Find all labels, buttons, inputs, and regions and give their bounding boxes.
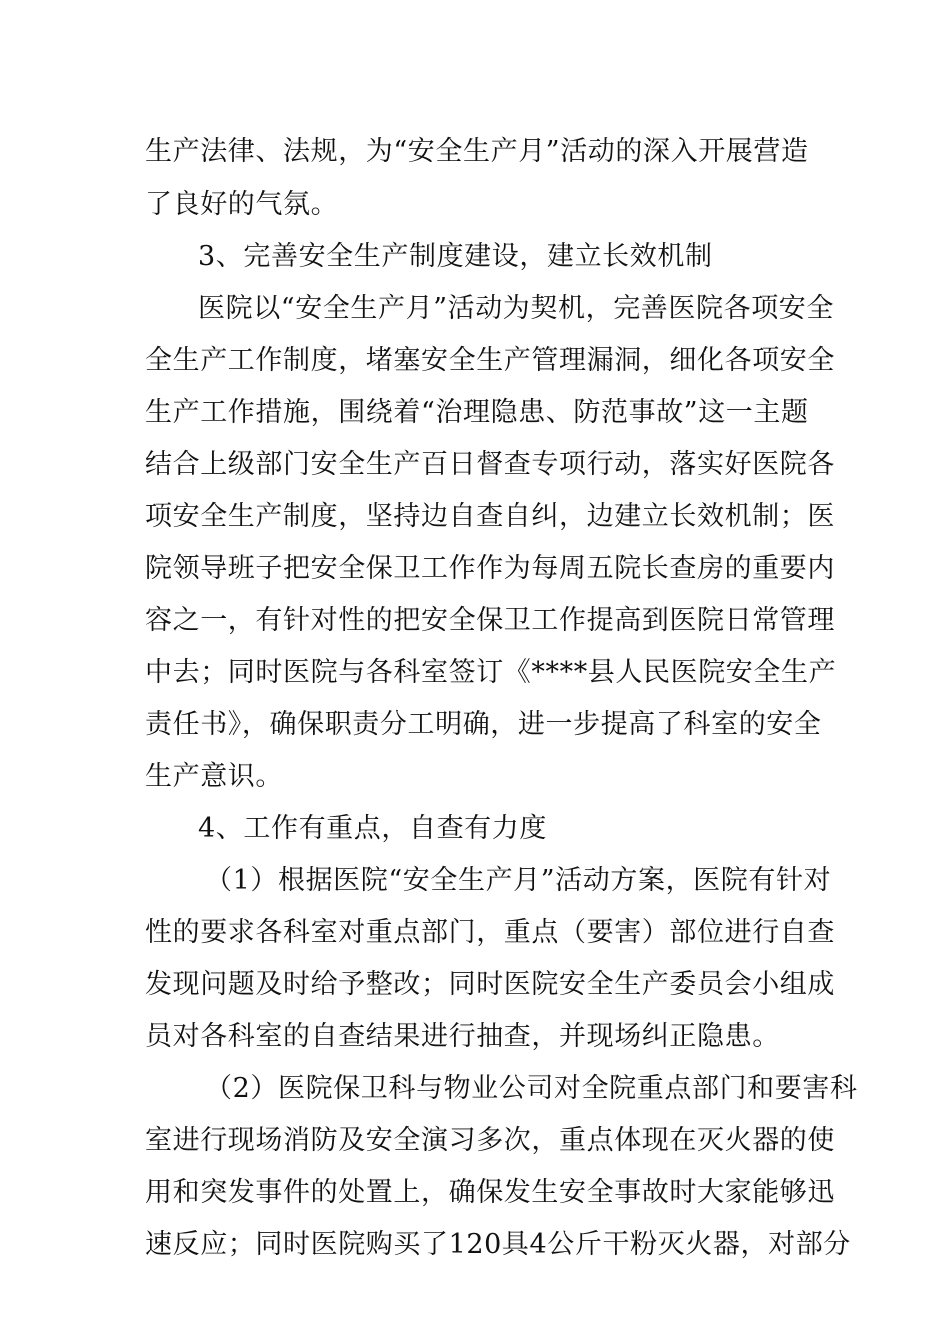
section-heading-4: 4、工作有重点，自查有力度 (198, 813, 547, 844)
paragraph-line: 性的要求各科室对重点部门，重点（要害）部位进行自查 (145, 917, 835, 948)
paragraph-line: 容之一，有针对性的把安全保卫工作提高到医院日常管理 (145, 605, 835, 636)
paragraph-line: 发现问题及时给予整改；同时医院安全生产委员会小组成 (145, 969, 835, 1000)
paragraph-line: 医院以“安全生产月”活动为契机，完善医院各项安全 (198, 293, 835, 324)
paragraph-line: 用和突发事件的处置上，确保发生安全事故时大家能够迅 (145, 1177, 835, 1208)
paragraph-line: （1）根据医院“安全生产月”活动方案，医院有针对 (205, 865, 832, 896)
paragraph-line: 员对各科室的自查结果进行抽查，并现场纠正隐患。 (145, 1021, 780, 1052)
paragraph-line: 生产法律、法规，为“安全生产月”活动的深入开展营造 (145, 136, 809, 167)
paragraph-line: （2）医院保卫科与物业公司对全院重点部门和要害科 (205, 1073, 858, 1104)
paragraph-line: 全生产工作制度，堵塞安全生产管理漏洞，细化各项安全 (145, 345, 835, 376)
section-heading-3: 3、完善安全生产制度建设，建立长效机制 (198, 241, 713, 272)
paragraph-line: 生产工作措施，围绕着“治理隐患、防范事故”这一主题 (145, 397, 809, 428)
paragraph-line: 责任书》，确保职责分工明确，进一步提高了科室的安全 (145, 709, 822, 740)
paragraph-line: 中去；同时医院与各科室签订《****县人民医院安全生产 (145, 657, 837, 688)
paragraph-line: 速反应；同时医院购买了120具4公斤干粉灭火器，对部分 (145, 1229, 851, 1260)
paragraph-line: 了良好的气氛。 (145, 189, 339, 220)
paragraph-line: 项安全生产制度，坚持边自查自纠，边建立长效机制；医 (145, 501, 835, 532)
paragraph-line: 生产意识。 (145, 761, 283, 792)
paragraph-line: 院领导班子把安全保卫工作作为每周五院长查房的重要内 (145, 553, 835, 584)
paragraph-line: 结合上级部门安全生产百日督查专项行动，落实好医院各 (145, 449, 835, 480)
paragraph-line: 室进行现场消防及安全演习多次，重点体现在灭火器的使 (145, 1125, 835, 1156)
